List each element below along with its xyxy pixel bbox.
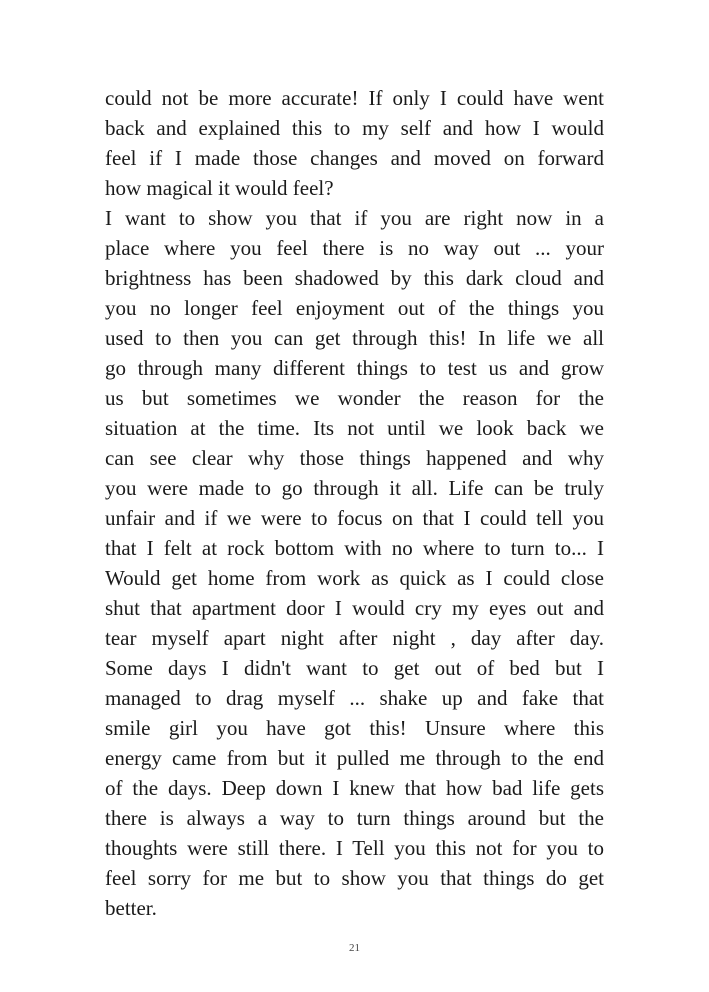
text-line: better. bbox=[105, 896, 157, 920]
text-line: go through many different things to test us and grow bbox=[105, 356, 604, 380]
text-line: Some days I didn't want to get out of bed but I bbox=[105, 656, 604, 680]
text-line: tear myself apart night after night , day after day. bbox=[105, 626, 604, 650]
text-line: smile girl you have got this! Unsure where this bbox=[105, 716, 604, 740]
text-line: place where you feel there is no way out ... your bbox=[105, 236, 604, 260]
text-line: situation at the time. Its not until we look back we bbox=[105, 416, 604, 440]
text-line: you no longer feel enjoyment out of the things you bbox=[105, 296, 604, 320]
text-line: that I felt at rock bottom with no where to turn to... I bbox=[105, 536, 604, 560]
text-line: can see clear why those things happened and why bbox=[105, 446, 604, 470]
text-line: thoughts were still there. I Tell you this not for you to bbox=[105, 836, 604, 860]
text-line: unfair and if we were to focus on that I could tell you bbox=[105, 506, 604, 530]
body-text bbox=[105, 83, 604, 923]
text-line: feel if I made those changes and moved on forward bbox=[105, 146, 604, 170]
text-line: used to then you can get through this! In life we all bbox=[105, 326, 604, 350]
page-number: 21 bbox=[349, 942, 360, 954]
text-line: you were made to go through it all. Life can be truly bbox=[105, 476, 604, 500]
text-line: energy came from but it pulled me through to the end bbox=[105, 746, 604, 770]
text-line: shut that apartment door I would cry my eyes out and bbox=[105, 596, 604, 620]
text-line: us but sometimes we wonder the reason for the bbox=[105, 386, 604, 410]
text-line: of the days. Deep down I knew that how bad life gets bbox=[105, 776, 604, 800]
text-line: could not be more accurate! If only I could have went bbox=[105, 86, 604, 110]
text-line: feel sorry for me but to show you that things do get bbox=[105, 866, 604, 890]
text-line: Would get home from work as quick as I could close bbox=[105, 566, 604, 590]
text-line: how magical it would feel? bbox=[105, 176, 334, 200]
text-line: back and explained this to my self and how I would bbox=[105, 116, 604, 140]
text-line: I want to show you that if you are right now in a bbox=[105, 206, 604, 230]
text-line: managed to drag myself ... shake up and fake that bbox=[105, 686, 604, 710]
text-line: brightness has been shadowed by this dark cloud and bbox=[105, 266, 604, 290]
text-line: there is always a way to turn things around but the bbox=[105, 806, 604, 830]
